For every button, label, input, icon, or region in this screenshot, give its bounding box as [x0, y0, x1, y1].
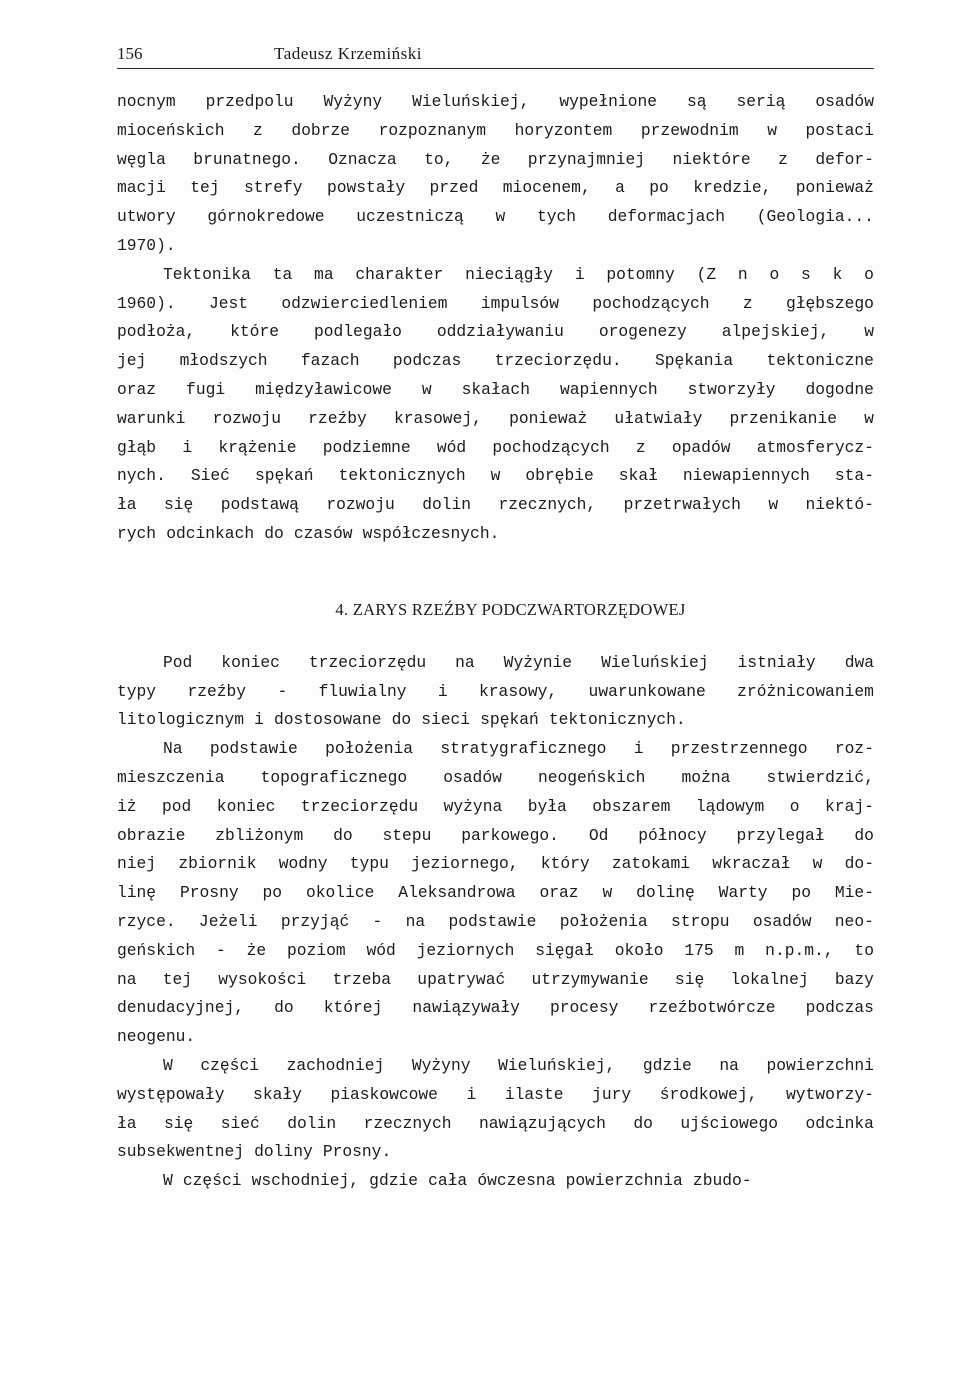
text-line: litologicznym i dostosowane do sieci spękań tektonicznych. [117, 710, 686, 730]
text-line: denudacyjnej, do której nawiązywały procesy rzeźbotwórcze podczas [117, 998, 874, 1018]
section-spacer [117, 627, 874, 649]
paragraph [117, 88, 874, 261]
section-heading: 4. ZARYS RZEŹBY PODCZWARTORZĘDOWEJ [335, 599, 686, 619]
text-line: geńskich - że poziom wód jeziornych sięgał około 175 m n.p.m., to [117, 940, 874, 960]
text-line: ła się sieć dolin rzecznych nawiązujących do ujściowego odcinka [117, 1113, 874, 1133]
text-line: ła się podstawą rozwoju dolin rzecznych, przetrwałych w niektó- [117, 495, 874, 515]
text-line: rych odcinkach do czasów współczesnych. [117, 523, 500, 543]
paragraph [117, 1167, 874, 1196]
paragraph [117, 261, 874, 549]
text-line: na tej wysokości trzeba upatrywać utrzymywanie się lokalnej bazy [117, 969, 874, 989]
body-text [117, 88, 874, 1196]
text-line: podłoża, które podlegało oddziaływaniu orogenezy alpejskiej, w [117, 322, 874, 342]
text-line: linę Prosny po okolice Aleksandrowa oraz w dolinę Warty po Mie- [117, 883, 874, 903]
text-line: 1970). [117, 235, 176, 255]
paragraph [117, 735, 874, 1052]
text-line: warunki rozwoju rzeźby krasowej, ponieważ ułatwiały przenikanie w [117, 408, 874, 428]
text-line: węgla brunatnego. Oznacza to, że przynajmniej niektóre z defor- [117, 149, 874, 169]
text-line: macji tej strefy powstały przed miocenem, a po kredzie, ponieważ [117, 178, 874, 198]
paragraph [117, 649, 874, 735]
section-spacer [117, 549, 874, 593]
text-line: oraz fugi międzyławicowe w skałach wapiennych stworzyły dogodne [117, 379, 874, 399]
text-line: 1960). Jest odzwierciedleniem impulsów pochodzących z głębszego [117, 293, 874, 313]
running-head: Tadeusz Krzemiński [274, 44, 423, 63]
paragraph [117, 1052, 874, 1167]
text-line: niej zbiornik wodny typu jeziornego, który zatokami wkraczał w do- [117, 854, 874, 874]
page-header [117, 42, 874, 69]
text-line: mioceńskich z dobrze rozpoznanym horyzontem przewodnim w postaci [117, 120, 874, 140]
text-line: Pod koniec trzeciorzędu na Wyżynie Wieluńskiej istniały dwa [163, 652, 874, 672]
text-line: subsekwentnej doliny Prosny. [117, 1142, 392, 1162]
text-line: typy rzeźby - fluwialny i krasowy, uwarunkowane zróżnicowaniem [117, 681, 874, 701]
text-line: W części wschodniej, gdzie cała ówczesna powierzchnia zbudo- [163, 1171, 752, 1191]
text-line: mieszczenia topograficznego osadów neogeńskich można stwierdzić, [117, 767, 874, 787]
text-line: obrazie zbliżonym do stepu parkowego. Od północy przylegał do [117, 825, 874, 845]
text-line: Tektonika ta ma charakter nieciągły i potomny (Z n o s k o [163, 264, 874, 284]
text-line: neogenu. [117, 1027, 196, 1047]
text-line: W części zachodniej Wyżyny Wieluńskiej, gdzie na powierzchni [163, 1055, 874, 1075]
text-line: nych. Sieć spękań tektonicznych w obrębie skał niewapiennych sta- [117, 466, 874, 486]
text-line: występowały skały piaskowcowe i ilaste jury środkowej, wytworzy- [117, 1084, 874, 1104]
text-line: rzyce. Jeżeli przyjąć - na podstawie położenia stropu osadów neo- [117, 911, 874, 931]
text-line: jej młodszych fazach podczas trzeciorzędu. Spękania tektoniczne [117, 351, 874, 371]
text-line: Na podstawie położenia stratygraficznego i przestrzennego roz- [163, 739, 874, 759]
text-line: iż pod koniec trzeciorzędu wyżyna była obszarem lądowym o kraj- [117, 796, 874, 816]
text-line: utwory górnokredowe uczestniczą w tych deformacjach (Geologia... [117, 207, 874, 227]
text-line: nocnym przedpolu Wyżyny Wieluńskiej, wypełnione są serią osadów [117, 92, 874, 111]
text-line: głąb i krążenie podziemne wód pochodzących z opadów atmosferycz- [117, 437, 874, 457]
page-number: 156 [117, 44, 143, 63]
